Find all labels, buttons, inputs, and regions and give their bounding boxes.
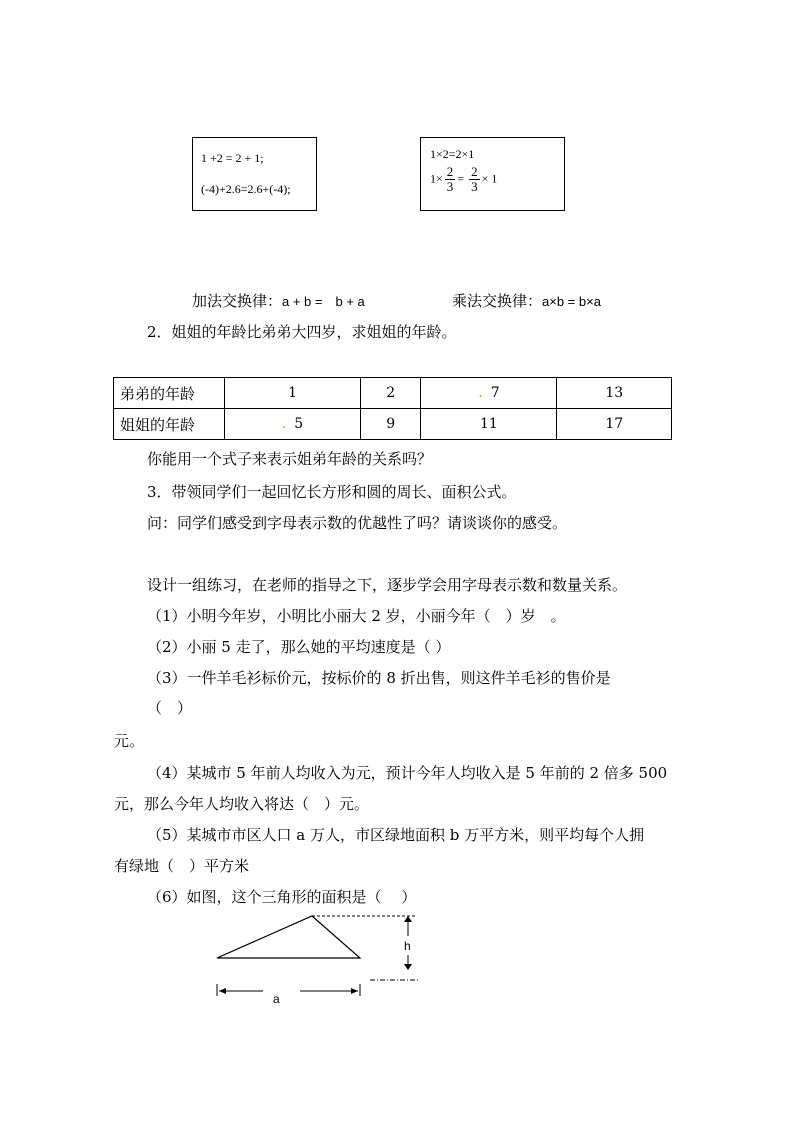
equals-sign: = <box>457 171 465 186</box>
text-line-3: 问：同学们感受到字母表示数的优越性了吗？请谈谈你的感受。 <box>147 514 568 532</box>
table-row <box>114 409 672 440</box>
question-2: 2．姐姐的年龄比弟弟大四岁，求姐姐的年龄。 <box>147 323 457 341</box>
table-cell: 13 <box>557 378 672 409</box>
multiplication-law: 乘法交换律：a×b = b×a <box>452 292 601 310</box>
mul-prefix: 1× <box>430 171 443 186</box>
row-label-brother: 弟弟的年龄 <box>114 378 225 409</box>
exercise-3: （3）一件羊毛衫标价元，按标价的 8 折出售，则这件羊毛衫的售价是 <box>147 669 611 687</box>
text-line-4: 设计一组练习，在老师的指导之下，逐步学会用字母表示数和数量关系。 <box>147 576 628 594</box>
exercise-5: （5）某城市市区人口 a 万人，市区绿地面积 b 万平方米，则平均每个人拥 <box>147 826 645 844</box>
exercise-5-cont: 有绿地（ ）平方米 <box>114 857 250 875</box>
age-table <box>113 377 672 440</box>
text-line-1: 你能用一个式子来表示姐弟年龄的关系吗？ <box>147 450 433 468</box>
multiplication-examples-box <box>420 137 565 211</box>
row-label-sister: 姐姐的年龄 <box>114 409 225 440</box>
exercise-4: （4）某城市 5 年前人均收入为元，预计今年人均收入是 5 年前的 2 倍多 500 <box>147 764 668 782</box>
table-row <box>114 378 672 409</box>
addition-law: 加法交换律：a + b = b + a <box>192 292 365 310</box>
table-cell: 17 <box>557 409 672 440</box>
table-cell: 2 <box>361 378 421 409</box>
base-label: a <box>273 992 280 1006</box>
multiplication-example-2 <box>430 165 497 194</box>
addition-example-1: 1 +2 = 2 + 1; <box>201 151 264 165</box>
text-line-2: 3．带领同学们一起回忆长方形和圆的周长、面积公式。 <box>147 483 517 501</box>
mul-suffix: × 1 <box>481 171 498 186</box>
exercise-4-cont: 元，那么今年人均收入将达（ ）元。 <box>114 795 370 813</box>
exercise-6: （6）如图，这个三角形的面积是（ ） <box>147 888 417 906</box>
table-cell: 9 <box>361 409 421 440</box>
triangle-figure <box>205 910 435 1010</box>
fraction-two-thirds-b: $\frac{2}{3}$ <box>471 164 478 194</box>
addition-example-2: (-4)+2.6=2.6+(-4); <box>201 182 291 196</box>
exercise-1: （1）小明今年岁，小明比小丽大 2 岁，小丽今年（ ）岁 。 <box>147 607 566 625</box>
table-cell: 1 <box>225 378 361 409</box>
height-label: h <box>404 939 411 953</box>
table-cell: . 7 <box>421 378 557 409</box>
multiplication-example-1: 1×2=2×1 <box>430 147 475 161</box>
exercise-3-end: 元。 <box>114 732 145 750</box>
table-cell: 11 <box>421 409 557 440</box>
exercise-3-blank: （ ） <box>147 699 193 717</box>
table-cell: . 5 <box>225 409 361 440</box>
exercise-2: （2）小丽 5 走了，那么她的平均速度是（ ） <box>147 638 451 656</box>
fraction-two-thirds: $\frac{2}{3}$ <box>446 164 454 194</box>
addition-examples-box <box>192 137 317 211</box>
